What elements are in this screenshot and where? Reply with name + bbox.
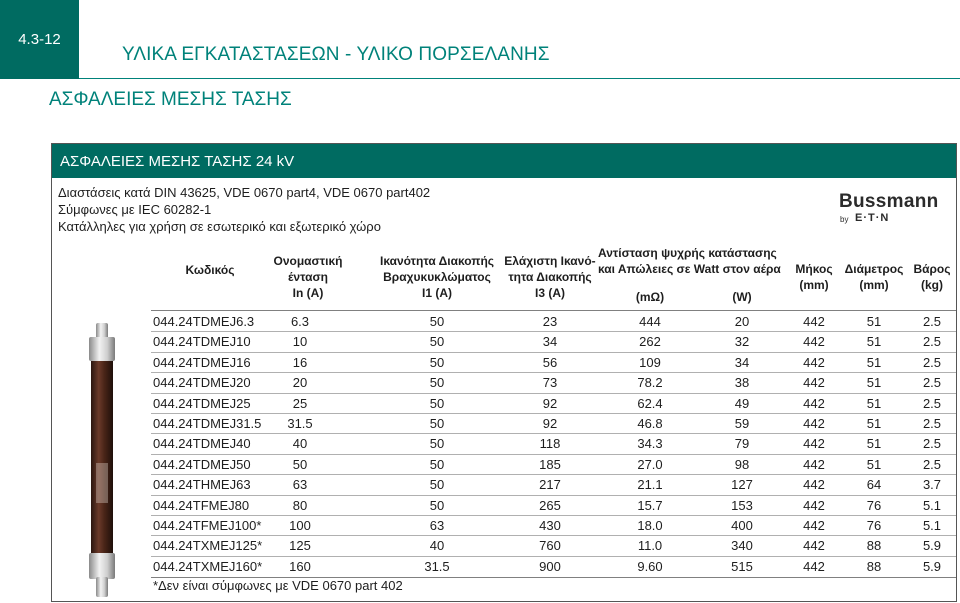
bussmann-logo xyxy=(839,191,945,231)
header-code-text: Κωδικός xyxy=(185,263,235,277)
table-cell: 442 xyxy=(803,538,825,554)
chapter-title: ΥΛΙΚΑ ΕΓΚΑΤΑΣΤΑΣΕΩΝ - ΥΛΙΚΟ ΠΟΡΣΕΛΑΝΗΣ xyxy=(122,44,550,65)
section-title: ΑΣΦΑΛΕΙΕΣ ΜΕΣΗΣ ΤΑΣΗΣ xyxy=(49,89,292,110)
table-cell: 21.1 xyxy=(637,477,663,493)
table-cell: 442 xyxy=(803,375,825,391)
table-cell: 38 xyxy=(734,375,750,391)
table-cell: 79 xyxy=(734,436,750,452)
table-cell: 442 xyxy=(803,477,825,493)
table-cell: 50 xyxy=(429,456,445,472)
table-cell: 10 xyxy=(292,334,308,350)
table-cell: 442 xyxy=(803,314,825,329)
table-cell-code: 044.24TDMEJ16 xyxy=(153,354,251,370)
table-cell: 900 xyxy=(539,558,561,574)
table-cell: 92 xyxy=(542,416,558,431)
table-cell: 50 xyxy=(429,395,445,411)
table-cell: 50 xyxy=(429,416,445,431)
table-cell: 18.0 xyxy=(637,518,663,533)
table-cell: 25 xyxy=(292,395,308,411)
table-cell: 217 xyxy=(539,477,561,493)
table-cell: 444 xyxy=(639,314,661,329)
header-line: Ονομαστική xyxy=(273,254,343,268)
table-cell: 34.3 xyxy=(637,436,663,452)
row-divider xyxy=(151,474,956,475)
table-cell: 23 xyxy=(542,314,558,329)
table-cell: 76 xyxy=(866,518,882,533)
header-line: Ελάχιστη Ικανό- xyxy=(504,254,596,268)
row-divider xyxy=(151,433,956,434)
spec-line: Κατάλληλες για χρήση σε εσωτερικό και εξωτερικό χώρο xyxy=(58,219,381,234)
table-cell: 16 xyxy=(292,354,308,370)
table-cell-code: 044.24TDMEJ10 xyxy=(153,334,251,350)
row-divider xyxy=(151,372,956,373)
header-resistance-losses xyxy=(598,245,781,277)
header-rated-current xyxy=(270,253,346,301)
table-cell: 760 xyxy=(539,538,561,554)
logo-by: by xyxy=(840,215,849,224)
table-cell-code: 044.24TXMEJ160* xyxy=(153,558,263,574)
row-divider xyxy=(151,352,956,353)
table-cell-code: 044.24TDMEJ25 xyxy=(153,395,251,411)
table-cell: 2.5 xyxy=(922,375,942,391)
table-cell-code: 044.24TFMEJ80 xyxy=(153,497,250,513)
table-cell: 11.0 xyxy=(637,538,663,554)
table-cell: 442 xyxy=(803,497,825,513)
product-band xyxy=(52,144,956,178)
table-cell: 50 xyxy=(292,456,308,472)
table-cell: 34 xyxy=(542,334,558,350)
table-cell-code: 044.24TDMEJ40 xyxy=(153,436,251,452)
header-rule xyxy=(79,78,960,79)
header-line: (kg) xyxy=(921,278,943,292)
table-cell: 51 xyxy=(866,395,882,411)
table-cell: 5.9 xyxy=(922,538,942,554)
table-cell: 5.9 xyxy=(922,558,942,574)
row-divider xyxy=(151,535,956,536)
table-cell: 442 xyxy=(803,436,825,452)
fuse-image xyxy=(83,323,121,599)
header-line: (mm) xyxy=(859,278,889,292)
header-line: In (A) xyxy=(292,286,324,300)
header-unit: (W) xyxy=(732,290,752,304)
table-cell: 160 xyxy=(289,558,311,574)
page-number: 4.3-12 xyxy=(18,31,61,48)
table-cell: 3.7 xyxy=(922,477,942,493)
table-cell: 430 xyxy=(539,518,561,533)
table-cell: 442 xyxy=(803,334,825,350)
table-cell: 262 xyxy=(639,334,661,350)
table-cell: 50 xyxy=(429,497,445,513)
table-cell: 442 xyxy=(803,416,825,431)
table-cell: 50 xyxy=(429,375,445,391)
table-cell: 2.5 xyxy=(922,314,942,329)
header-line: Διάμετρος xyxy=(844,262,904,276)
table-cell: 50 xyxy=(429,334,445,350)
table-cell-code: 044.24TDMEJ20 xyxy=(153,375,251,391)
table-cell: 51 xyxy=(866,416,882,431)
table-cell: 442 xyxy=(803,518,825,533)
table-cell: 2.5 xyxy=(922,416,942,431)
table-cell: 15.7 xyxy=(637,497,663,513)
header-line: και Απώλειες σε Watt στον αέρα xyxy=(598,262,781,276)
table-cell: 27.0 xyxy=(637,456,663,472)
row-divider xyxy=(151,495,956,496)
table-cell-code: 044.24THMEJ63 xyxy=(153,477,251,493)
logo-brand: E·T·N xyxy=(855,212,890,224)
footnote: *Δεν είναι σύμφωνες με VDE 0670 part 402 xyxy=(153,578,403,593)
table-cell: 51 xyxy=(866,354,882,370)
row-divider xyxy=(151,413,956,414)
logo-wordmark: Bussmann xyxy=(839,191,939,212)
table-cell: 5.1 xyxy=(922,497,942,513)
table-cell: 2.5 xyxy=(922,334,942,350)
header-losses-unit xyxy=(712,289,772,305)
table-cell: 2.5 xyxy=(922,456,942,472)
header-min-breaking xyxy=(490,253,610,301)
table-cell: 76 xyxy=(866,497,882,513)
table-cell: 31.5 xyxy=(287,416,313,431)
product-title: ΑΣΦΑΛΕΙΕΣ ΜΕΣΗΣ ΤΑΣΗΣ 24 kV xyxy=(60,153,295,170)
table-cell: 98 xyxy=(734,456,750,472)
table-cell: 51 xyxy=(866,334,882,350)
table-cell: 78.2 xyxy=(637,375,663,391)
table-cell: 2.5 xyxy=(922,395,942,411)
table-cell: 442 xyxy=(803,354,825,370)
table-cell: 63 xyxy=(429,518,445,533)
table-cell-code: 044.24TXMEJ125* xyxy=(153,538,263,554)
header-line: Ικανότητα Διακοπής xyxy=(379,254,495,268)
table-cell: 515 xyxy=(731,558,753,574)
spec-line: Διαστάσεις κατά DIN 43625, VDE 0670 part4, VDE 0670 part402 xyxy=(58,185,431,200)
spec-line: Σύμφωνες με IEC 60282-1 xyxy=(58,202,212,217)
table-cell-code: 044.24TDMEJ6.3 xyxy=(153,314,255,329)
table-cell: 73 xyxy=(542,375,558,391)
header-line: Αντίσταση ψυχρής κατάστασης xyxy=(598,246,777,260)
table-cell: 2.5 xyxy=(922,436,942,452)
table-cell: 118 xyxy=(539,436,561,452)
table-cell: 400 xyxy=(731,518,753,533)
table-cell: 92 xyxy=(542,395,558,411)
header-divider xyxy=(151,310,956,311)
table-cell: 125 xyxy=(289,538,311,554)
header-line: τητα Διακοπής xyxy=(508,270,592,284)
table-cell: 34 xyxy=(734,354,750,370)
table-cell: 80 xyxy=(292,497,308,513)
page-number-tab xyxy=(0,0,79,79)
table-cell: 185 xyxy=(539,456,561,472)
header-line: I1 (A) xyxy=(422,286,452,300)
table-cell: 100 xyxy=(289,518,311,533)
row-divider xyxy=(151,556,956,557)
table-cell: 153 xyxy=(731,497,753,513)
table-cell: 40 xyxy=(292,436,308,452)
table-cell: 9.60 xyxy=(637,558,663,574)
table-cell-code: 044.24TDMEJ50 xyxy=(153,456,251,472)
row-divider xyxy=(151,331,956,332)
row-divider xyxy=(151,393,956,394)
header-line: (mm) xyxy=(799,278,829,292)
product-panel xyxy=(51,143,957,602)
header-line: ένταση xyxy=(287,270,329,284)
table-cell: 51 xyxy=(866,456,882,472)
table-cell-code: 044.24TFMEJ100* xyxy=(153,518,262,533)
header-line: Βάρος xyxy=(913,262,951,276)
table-cell: 32 xyxy=(734,334,750,350)
row-divider xyxy=(151,454,956,455)
header-line: Βραχυκυκλώματος xyxy=(383,270,491,284)
table-cell-code: 044.24TDMEJ31.5 xyxy=(153,416,262,431)
table-cell: 340 xyxy=(731,538,753,554)
table-cell: 40 xyxy=(429,538,445,554)
table-cell: 50 xyxy=(429,354,445,370)
table-cell: 88 xyxy=(866,558,882,574)
table-cell: 442 xyxy=(803,456,825,472)
header-unit: (mΩ) xyxy=(635,290,665,304)
table-cell: 59 xyxy=(734,416,750,431)
header-diameter xyxy=(838,261,910,293)
table-cell: 20 xyxy=(734,314,750,329)
table-cell: 6.3 xyxy=(290,314,310,329)
table-cell: 62.4 xyxy=(637,395,663,411)
table-cell: 49 xyxy=(734,395,750,411)
header-code xyxy=(180,262,240,278)
header-line: I3 (A) xyxy=(535,286,565,300)
table-cell: 51 xyxy=(866,375,882,391)
table-cell: 5.1 xyxy=(922,518,942,533)
table-cell: 265 xyxy=(539,497,561,513)
table-cell: 46.8 xyxy=(637,416,663,431)
header-resistance-unit xyxy=(620,289,680,305)
table-cell: 88 xyxy=(866,538,882,554)
table-cell: 31.5 xyxy=(424,558,450,574)
header-weight xyxy=(908,261,956,293)
table-cell: 109 xyxy=(639,354,661,370)
table-cell: 20 xyxy=(292,375,308,391)
table-cell: 63 xyxy=(292,477,308,493)
table-cell: 56 xyxy=(542,354,558,370)
row-divider xyxy=(151,515,956,516)
table-cell: 51 xyxy=(866,314,882,329)
header-line: Μήκος xyxy=(795,262,833,276)
table-cell: 442 xyxy=(803,395,825,411)
table-cell: 64 xyxy=(866,477,882,493)
table-cell: 442 xyxy=(803,558,825,574)
table-cell: 50 xyxy=(429,477,445,493)
header-breaking-capacity xyxy=(372,253,502,301)
table-cell: 50 xyxy=(429,436,445,452)
table-cell: 50 xyxy=(429,314,445,329)
table-cell: 127 xyxy=(731,477,753,493)
table-cell: 2.5 xyxy=(922,354,942,370)
table-cell: 51 xyxy=(866,436,882,452)
